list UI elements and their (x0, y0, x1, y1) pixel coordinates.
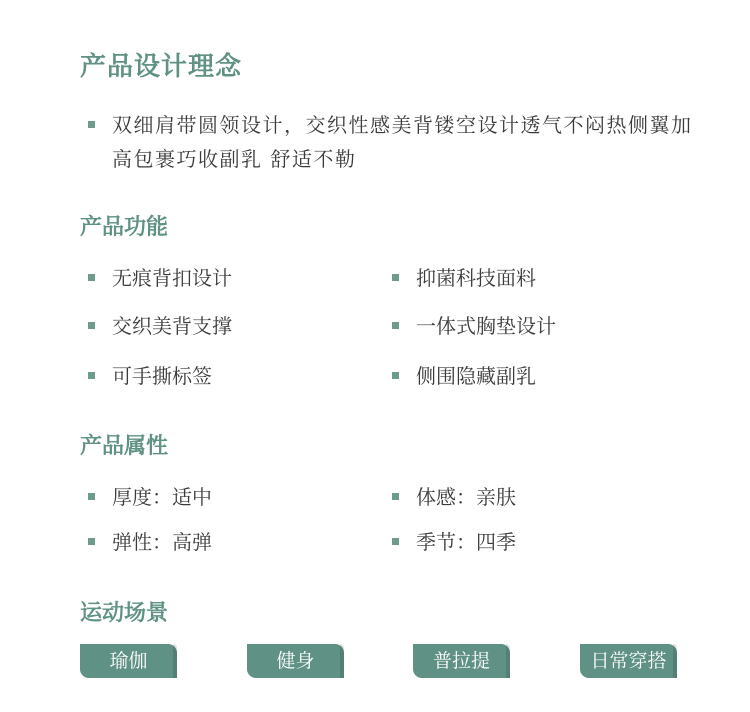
bullet-square-icon (88, 493, 95, 500)
bullet-square-icon (392, 274, 399, 281)
feature-label: 可手撕标签 (112, 364, 212, 388)
feature-item (392, 261, 536, 295)
bullet-square-icon (392, 538, 399, 545)
feature-item (392, 309, 556, 343)
design-concept-text: 双细肩带圆领设计，交织性感美背镂空设计透气不闷热侧翼加高包裹巧收副乳 舒适不勒 (112, 113, 693, 171)
scene-tag-fitness: 健身 (247, 644, 344, 678)
feature-item (88, 309, 232, 343)
attribute-label: 季节：四季 (416, 530, 516, 554)
feature-label: 抑菌科技面料 (416, 266, 536, 290)
bullet-square-icon (88, 274, 95, 281)
scene-tag-daily-wear: 日常穿搭 (580, 644, 677, 678)
design-concept-item (88, 108, 702, 176)
feature-label: 无痕背扣设计 (112, 266, 232, 290)
attribute-item (88, 480, 212, 514)
attribute-item (392, 525, 516, 559)
bullet-square-icon (392, 372, 399, 379)
feature-label: 一体式胸垫设计 (416, 314, 556, 338)
bullet-square-icon (88, 538, 95, 545)
attributes-title: 产品属性 (80, 434, 169, 459)
bullet-square-icon (88, 372, 95, 379)
feature-item (88, 359, 212, 393)
scene-tag-pilates: 普拉提 (413, 644, 510, 678)
scene-tag-yoga: 瑜伽 (80, 644, 177, 678)
feature-item (88, 261, 232, 295)
attribute-label: 体感：亲肤 (416, 485, 516, 509)
scenes-title: 运动场景 (80, 601, 169, 626)
feature-item (392, 359, 536, 393)
bullet-square-icon (88, 121, 95, 128)
design-concept-title: 产品设计理念 (80, 52, 243, 82)
features-title: 产品功能 (80, 215, 169, 240)
attribute-item (392, 480, 516, 514)
attribute-item (88, 525, 212, 559)
feature-label: 侧围隐藏副乳 (416, 364, 536, 388)
feature-label: 交织美背支撑 (112, 314, 232, 338)
bullet-square-icon (392, 493, 399, 500)
bullet-square-icon (392, 322, 399, 329)
attribute-label: 弹性：高弹 (112, 530, 212, 554)
bullet-square-icon (88, 322, 95, 329)
attribute-label: 厚度：适中 (112, 485, 212, 509)
